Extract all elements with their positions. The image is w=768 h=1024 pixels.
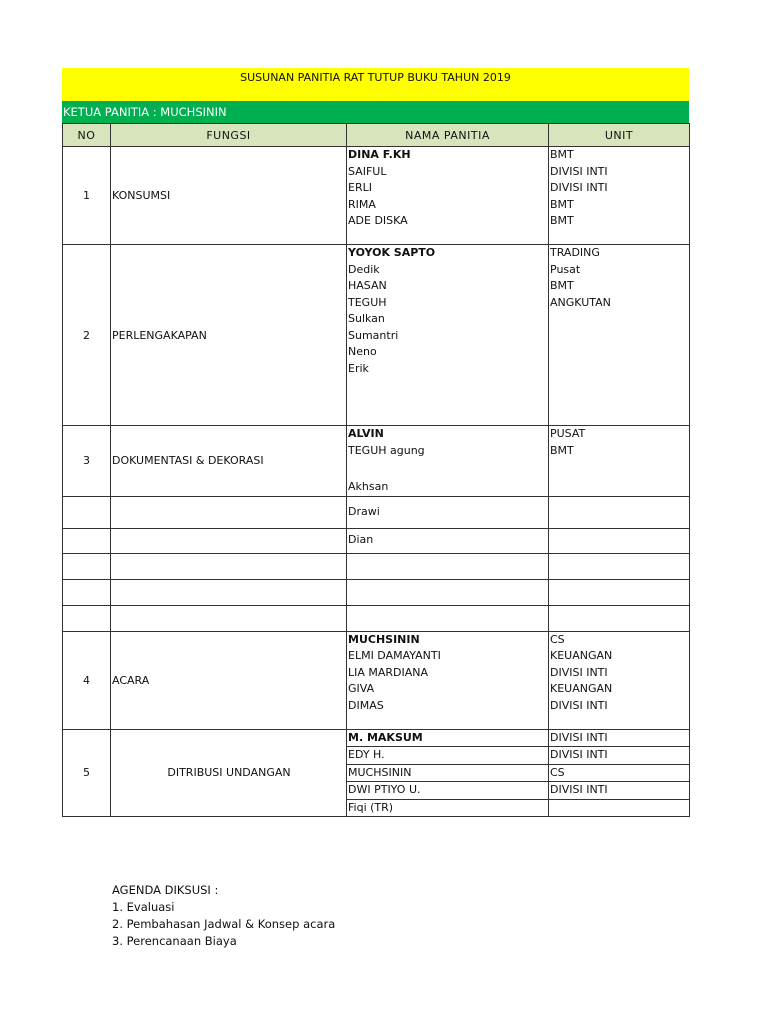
name-item: TEGUH agung	[348, 443, 425, 457]
table-row	[63, 245, 690, 426]
name-item: SAIFUL	[348, 164, 387, 178]
name-item: Erik	[348, 361, 369, 375]
unit-item: BMT	[550, 148, 574, 161]
unit-item: CS	[550, 632, 565, 646]
row-fungsi: PERLENGAKAPAN	[111, 245, 347, 426]
name-item: DINA F.KH	[348, 148, 411, 161]
unit-item: DIVISI INTI	[549, 730, 689, 748]
unit-item: BMT	[550, 197, 574, 211]
header-nama: NAMA PANITIA	[347, 124, 549, 147]
unit-item: ANGKUTAN	[550, 295, 611, 309]
name-item: Akhsan	[348, 480, 389, 493]
row-no: 3	[63, 426, 111, 497]
row-fungsi: DOKUMENTASI & DEKORASI	[111, 426, 347, 497]
name-item: MUCHSININ	[348, 632, 420, 646]
name-item: RIMA	[348, 197, 376, 211]
name-item: ERLI	[348, 181, 372, 194]
table-row	[63, 528, 690, 553]
unit-item: DIVISI INTI	[549, 747, 689, 765]
unit-item: KEUANGAN	[550, 682, 613, 695]
unit-item: PUSAT	[550, 427, 586, 440]
name-item: ELMI DAMAYANTI	[348, 649, 441, 662]
names-cell	[347, 245, 549, 426]
name-item: GIVA	[348, 682, 375, 695]
row-fungsi: KONSUMSI	[111, 147, 347, 245]
unit-item: DIVISI INTI	[550, 698, 608, 712]
units-cell	[549, 426, 690, 497]
name-item: DIMAS	[348, 698, 384, 712]
unit-item: KEUANGAN	[550, 649, 613, 662]
header-fungsi: FUNGSI	[111, 124, 347, 147]
name-item: Fiqi (TR)	[348, 800, 394, 814]
name-item: LIA MARDIANA	[348, 665, 429, 679]
row-no: 1	[63, 147, 111, 245]
name-item: DWI PTIYO U.	[347, 782, 548, 800]
table-row	[63, 605, 690, 631]
units-cell	[549, 245, 690, 426]
agenda-heading: AGENDA DIKSUSI :	[112, 883, 219, 897]
unit-item: DIVISI INTI	[549, 782, 689, 800]
row-no: 4	[63, 631, 111, 729]
units-cell	[549, 631, 690, 729]
name-item: EDY H.	[347, 747, 548, 765]
name-item: Dedik	[348, 262, 380, 276]
unit-item: BMT	[550, 214, 574, 227]
header-row	[63, 124, 690, 147]
unit-item	[549, 800, 689, 817]
name-item: Dian	[347, 528, 549, 553]
agenda-block	[112, 882, 335, 950]
committee-table	[62, 123, 690, 817]
table-row	[63, 579, 690, 605]
title-bar	[62, 68, 689, 101]
table-row	[63, 426, 690, 497]
row-no: 2	[63, 245, 111, 426]
unit-item: BMT	[550, 443, 574, 457]
name-item: YOYOK SAPTO	[348, 246, 436, 259]
agenda-item: 1. Evaluasi	[112, 900, 175, 914]
table-row	[63, 147, 690, 245]
header-no: NO	[63, 124, 111, 147]
sheet-title: SUSUNAN PANITIA RAT TUTUP BUKU TAHUN 2019	[240, 71, 511, 84]
row-no: 5	[63, 729, 111, 817]
name-item: Sumantri	[348, 328, 399, 342]
name-item: HASAN	[348, 279, 387, 292]
units-cell	[549, 147, 690, 245]
name-item: M. MAKSUM	[347, 730, 548, 748]
name-item: MUCHSININ	[347, 765, 548, 783]
unit-item: BMT	[550, 279, 574, 292]
table-row	[63, 631, 690, 729]
name-item: Neno	[348, 345, 377, 358]
row-fungsi: ACARA	[111, 631, 347, 729]
names-cell	[347, 631, 549, 729]
units-cell	[549, 729, 690, 817]
unit-item: DIVISI INTI	[550, 164, 608, 178]
name-item: TEGUH	[348, 295, 387, 309]
name-item: ADE DISKA	[348, 214, 408, 227]
ketua-bar: KETUA PANITIA : MUCHSININ	[62, 101, 689, 123]
row-fungsi: DITRIBUSI UNDANGAN	[111, 729, 347, 817]
unit-item: TRADING	[550, 246, 600, 259]
unit-item: Pusat	[550, 262, 581, 276]
table-row	[63, 729, 690, 817]
table-row	[63, 496, 690, 528]
header-unit: UNIT	[549, 124, 690, 147]
unit-item: DIVISI INTI	[550, 181, 608, 194]
unit-item: DIVISI INTI	[550, 665, 608, 679]
unit-item: CS	[549, 765, 689, 783]
names-cell	[347, 147, 549, 245]
table-row	[63, 553, 690, 579]
name-item: ALVIN	[348, 427, 384, 440]
agenda-item: 3. Perencanaan Biaya	[112, 934, 237, 948]
names-cell	[347, 426, 549, 497]
name-item: Drawi	[347, 496, 549, 528]
names-cell	[347, 729, 549, 817]
name-item: Sulkan	[348, 312, 385, 325]
agenda-item: 2. Pembahasan Jadwal & Konsep acara	[112, 917, 336, 931]
spreadsheet	[62, 68, 689, 817]
